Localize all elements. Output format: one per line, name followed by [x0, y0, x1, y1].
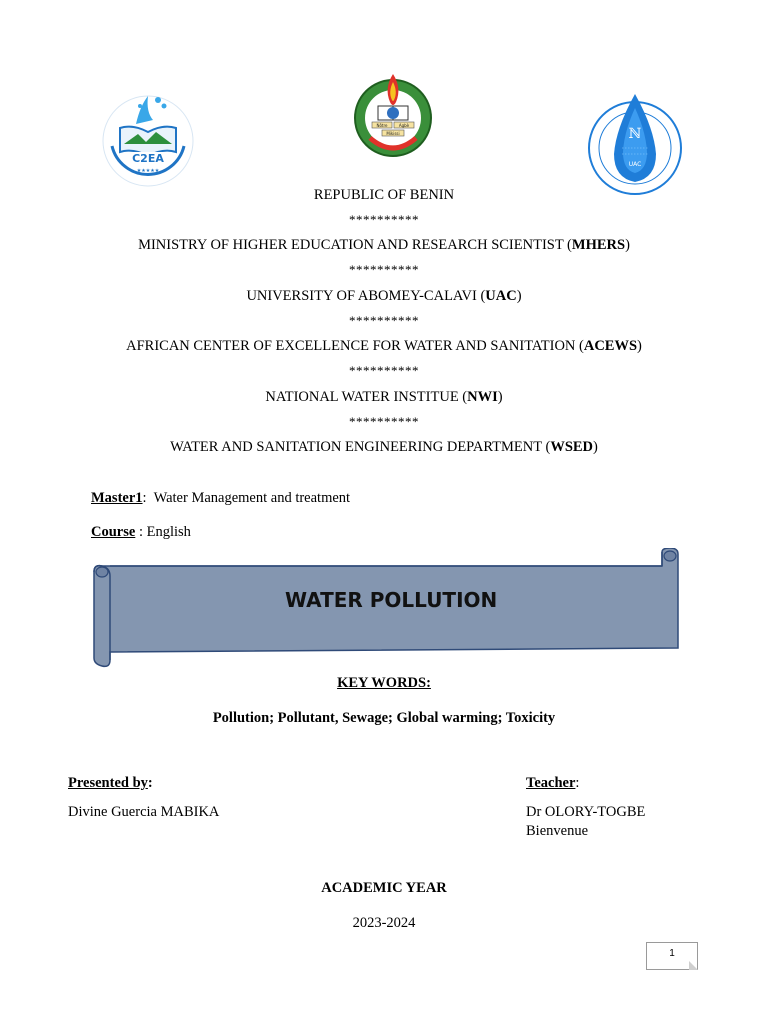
master-value: Water Management and treatment — [153, 490, 351, 506]
header-line-republic — [0, 186, 768, 204]
header-line-text: UNIVERSITY OF ABOMEY-CALAVI ( — [246, 288, 486, 304]
separator: ********** — [349, 414, 419, 429]
teacher-name-line2: Bienvenue — [526, 823, 589, 839]
nwi-logo-text: UAC — [628, 161, 642, 168]
header-line-acronym: WSED — [550, 439, 594, 455]
uac-motto-left: Nôtre — [376, 123, 388, 128]
header-line-institute — [0, 388, 768, 406]
keywords-label-line — [0, 674, 768, 692]
uac-motto-right: Agbè — [398, 123, 410, 128]
c2ea-logo — [98, 86, 198, 190]
header-line-close: ) — [497, 389, 503, 405]
header-line-acronym: MHERS — [571, 237, 626, 253]
page-number-box — [646, 942, 698, 970]
uac-motto-bottom: Mikissi — [386, 131, 400, 136]
separator: ********** — [349, 212, 419, 227]
presented-by-label: Presented by — [68, 775, 148, 791]
svg-text:★★★★★: ★★★★★ — [136, 168, 160, 174]
page-fold-icon — [689, 961, 698, 970]
header-line-close: ) — [625, 237, 630, 253]
header-line-text: AFRICAN CENTER OF EXCELLENCE FOR WATER AND SANITATION ( — [126, 338, 584, 354]
academic-year-value: 2023-2024 — [352, 915, 416, 931]
header-line-close: ) — [516, 288, 522, 304]
page-number: 1 — [669, 948, 675, 959]
c2ea-logo-text: C2EA — [132, 152, 164, 165]
keywords-list: Pollution; Pollutant, Sewage; Global warming; Toxicity — [212, 710, 556, 726]
course-line — [91, 523, 191, 541]
header-line-text: WATER AND SANITATION ENGINEERING DEPARTMENT ( — [170, 439, 551, 455]
header-line-center — [0, 337, 768, 355]
presented-by-colon: : — [147, 775, 153, 791]
teacher-label: Teacher — [526, 775, 576, 791]
academic-year-label: ACADEMIC YEAR — [321, 880, 447, 896]
separator: ********** — [349, 363, 419, 378]
separator: ********** — [349, 313, 419, 328]
master-line — [91, 489, 350, 507]
header-line-department — [0, 438, 768, 456]
separator: ********** — [349, 262, 419, 277]
header-line-acronym: ACEWS — [583, 338, 638, 354]
header-line-acronym: UAC — [485, 288, 517, 304]
master-label: Master1 — [91, 490, 143, 506]
course-label: Course — [91, 524, 136, 540]
c2ea-logo-graphic — [98, 86, 198, 190]
header-line-close: ) — [637, 338, 642, 354]
uac-logo — [348, 68, 438, 160]
header-line-close: ) — [593, 439, 598, 455]
presenter-name: Divine Guercia MABIKA — [68, 804, 220, 820]
header-line-text: NATIONAL WATER INSTITUE ( — [265, 389, 468, 405]
teacher-colon: : — [575, 775, 580, 791]
header-line-text: REPUBLIC OF BENIN — [313, 187, 455, 203]
keywords-label: KEY WORDS: — [337, 675, 431, 691]
header-line-acronym: NWI — [467, 389, 498, 405]
document-title: WATER POLLUTION — [285, 588, 498, 612]
header-line-ministry — [0, 236, 768, 254]
teacher-line — [526, 774, 579, 792]
master-colon: : — [142, 490, 154, 506]
presented-by-line — [68, 774, 153, 792]
teacher-name-line1: Dr OLORY-TOGBE — [526, 804, 646, 820]
header-line-text: MINISTRY OF HIGHER EDUCATION AND RESEARCH SCIENTIST ( — [138, 237, 572, 253]
course-value: English — [146, 524, 191, 540]
course-colon: : — [135, 524, 147, 540]
header-line-university — [0, 287, 768, 305]
svg-text:ℕ: ℕ — [628, 126, 642, 142]
uac-logo-graphic — [348, 68, 438, 160]
